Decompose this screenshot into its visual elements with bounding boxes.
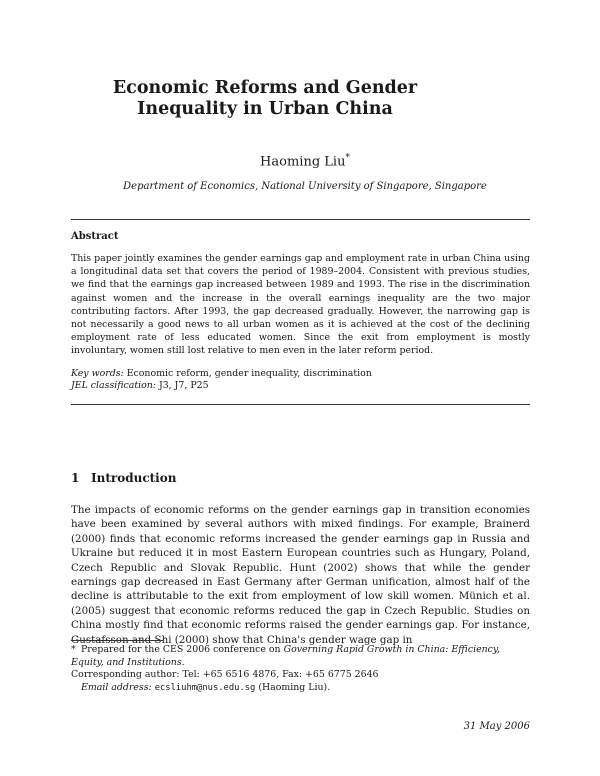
paper-date: 31 May 2006: [463, 721, 530, 732]
author-line: [60, 153, 550, 169]
paper-title: Economic Reforms and Gender Inequality in Urban China: [112, 78, 418, 119]
section-title: Introduction: [91, 471, 177, 485]
keywords-label: Key words:: [71, 368, 124, 379]
jel-line: [71, 379, 530, 392]
conference-title: Governing Rapid Growth in China: Efficiency, Equity, and Institutions.: [71, 644, 500, 668]
section-number: 1: [71, 471, 80, 485]
footnote-mark: *: [71, 644, 76, 655]
footnote-conference: [71, 643, 530, 669]
jel-value: J3, J7, P25: [158, 380, 209, 391]
author-footnote-mark: *: [345, 153, 350, 163]
introduction-paragraph: The impacts of economic reforms on the gender earnings gap in transition economies have been examined by several authors with mixed findings. For example, Brainerd (2000) finds that economic reforms increased the gender earnings gap in Russia and Ukraine but reduced it in most Eastern European countries such as Hungary, Poland, Czech Republic and Slovak Republic. Hunt (2002) shows that while the gender earnings gap decreased in East Germany after German unification, almost half of the decline is attributable to the exit from employment of low skill women. Münich et al. (2005) suggest that economic reforms reduced the gap in Czech Republic. Studies on China mostly find that economic reforms raised the gender earnings gap. For instance, Gustafsson and Shi (2000) show that China's gender wage gap in: [71, 504, 530, 646]
footnote-corresponding: Corresponding author: Tel: +65 6516 4876, Fax: +65 6775 2646: [71, 669, 379, 680]
footnote-rule: [71, 640, 163, 641]
email-address[interactable]: ecsliuhm@nus.edu.sg: [154, 683, 256, 693]
keywords-value: Economic reform, gender inequality, discrimination: [126, 368, 372, 379]
abstract-bottom-rule: [71, 404, 530, 405]
email-label: Email address:: [81, 682, 152, 693]
author-name: Haoming Liu: [260, 154, 346, 170]
section-heading: [71, 471, 176, 485]
abstract-heading: Abstract: [71, 231, 119, 242]
email-owner: (Haoming Liu).: [258, 682, 331, 693]
abstract-text: This paper jointly examines the gender earnings gap and employment rate in urban China using a longitudinal data set that covers the period of 1989–2004. Consistent with previous studies, we find that the earnings gap increased between 1989 and 1993. The rise in the discrimination against women and the increase in the overall earnings inequality are the two major contributing factors. After 1993, the gap decreased gradually. However, the narrowing gap is not necessarily a good news to all urban women as it is achieved at the cost of the declining employment rate of less educated women. Since the exit from employment is mostly involuntary, women still lost relative to men even in the later reform period.: [71, 253, 530, 357]
jel-label: JEL classification:: [71, 380, 156, 391]
footnote-email: [71, 681, 530, 695]
footnote-prepared-text: Prepared for the CES 2006 conference on: [81, 644, 281, 655]
abstract-top-rule: [71, 219, 530, 220]
author-affiliation: Department of Economics, National University of Singapore, Singapore: [123, 181, 487, 192]
